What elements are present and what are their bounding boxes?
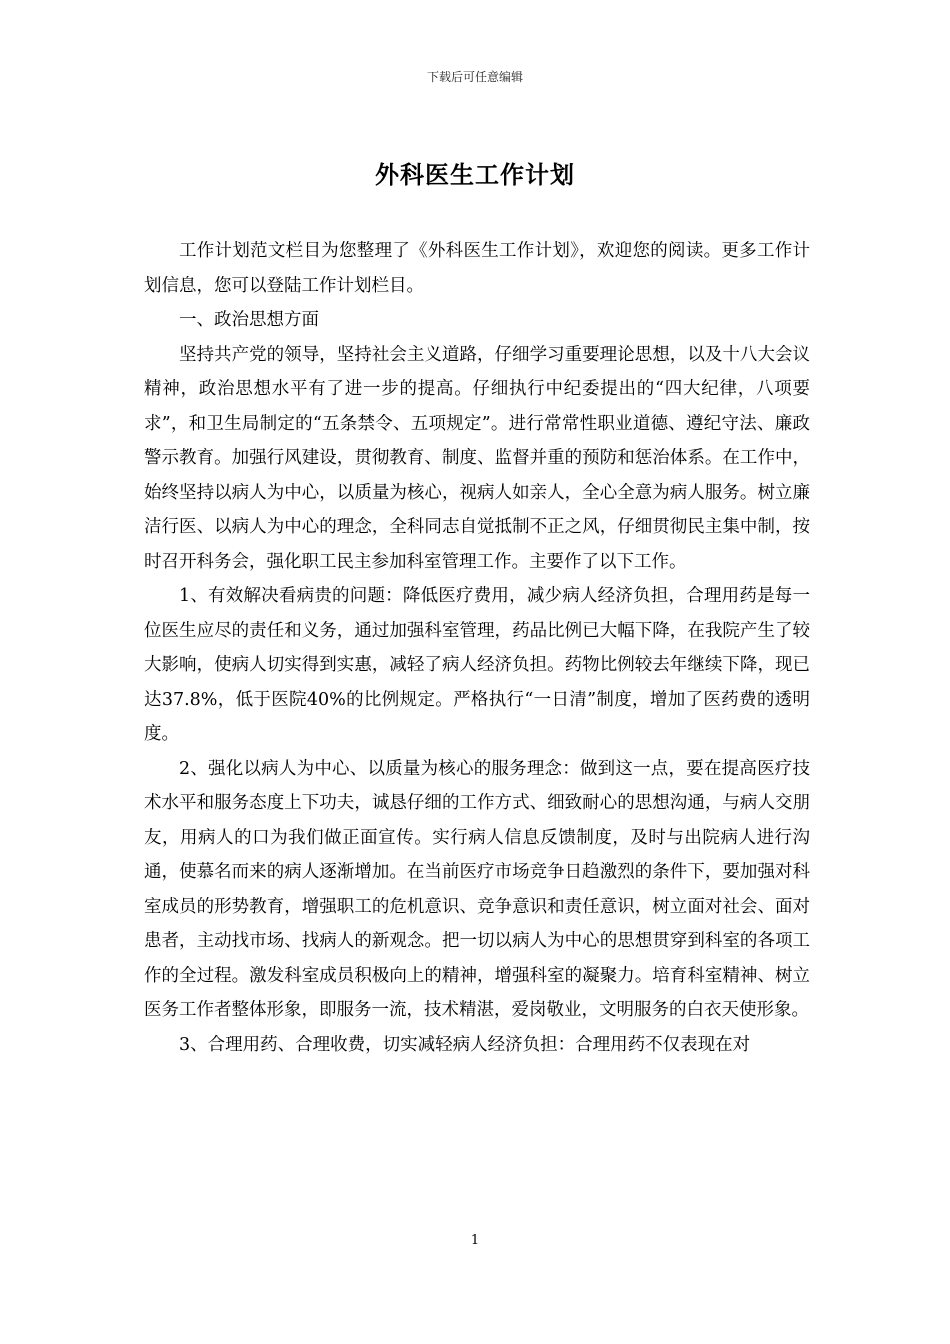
paragraph-item-1: 1、有效解决看病贵的问题：降低医疗费用，减少病人经济负担，合理用药是每一位医生应尽的责任和义务，通过加强科室管理，药品比例已大幅下降，在我院产生了较大影响，使病人切实得到实惠，减轻了病人经济负担。药物比例较去年继续下降，现已达37.8%，低于医院40%的比例规定。严格执行“一日清”制度，增加了医药费的透明度。	[144, 586, 810, 744]
page-number: 1	[470, 1233, 480, 1248]
paragraph-intro: 工作计划范文栏目为您整理了《外科医生工作计划》，欢迎您的阅读。更多工作计划信息，您可以登陆工作计划栏目。	[144, 241, 810, 296]
paragraph-item-2: 2、强化以病人为中心、以质量为核心的服务理念：做到这一点，要在提高医疗技术水平和服务态度上下功夫，诚恳仔细的工作方式、细致耐心的思想沟通，与病人交朋友，用病人的口为我们做正面宣传。实行病人信息反馈制度，及时与出院病人进行沟通，使慕名而来的病人逐渐增加。在当前医疗市场竞争日趋激烈的条件下，要加强对科室成员的形势教育，增强职工的危机意识、竞争意识和责任意识，树立面对社会、面对患者，主动找市场、找病人的新观念。把一切以病人为中心的思想贯穿到科室的各项工作的全过程。激发科室成员积极向上的精神，增强科室的凝聚力。培育科室精神、树立医务工作者整体形象，即服务一流，技术精湛，爱岗敬业，文明服务的白衣天使形象。	[144, 758, 810, 1020]
header-note: 下载后可任意编辑	[426, 70, 523, 84]
section-heading: 一、政治思想方面	[179, 310, 319, 330]
document-title: 外科医生工作计划	[375, 160, 575, 189]
paragraph-politics: 坚持共产党的领导，坚持社会主义道路，仔细学习重要理论思想，以及十八大会议精神，政治思想水平有了进一步的提高。仔细执行中纪委提出的“四大纪律，八项要求”，和卫生局制定的“五条禁令、五项规定”。进行常常性职业道德、遵纪守法、廉政警示教育。加强行风建设，贯彻教育、制度、监督并重的预防和惩治体系。在工作中，始终坚持以病人为中心，以质量为核心，视病人如亲人，全心全意为病人服务。树立廉洁行医、以病人为中心的理念，全科同志自觉抵制不正之风，仔细贯彻民主集中制，按时召开科务会，强化职工民主参加科室管理工作。主要作了以下工作。	[144, 344, 810, 572]
paragraph-item-3: 3、合理用药、合理收费，切实减轻病人经济负担：合理用药不仅表现在对	[179, 1034, 751, 1055]
document-body	[144, 234, 810, 1062]
